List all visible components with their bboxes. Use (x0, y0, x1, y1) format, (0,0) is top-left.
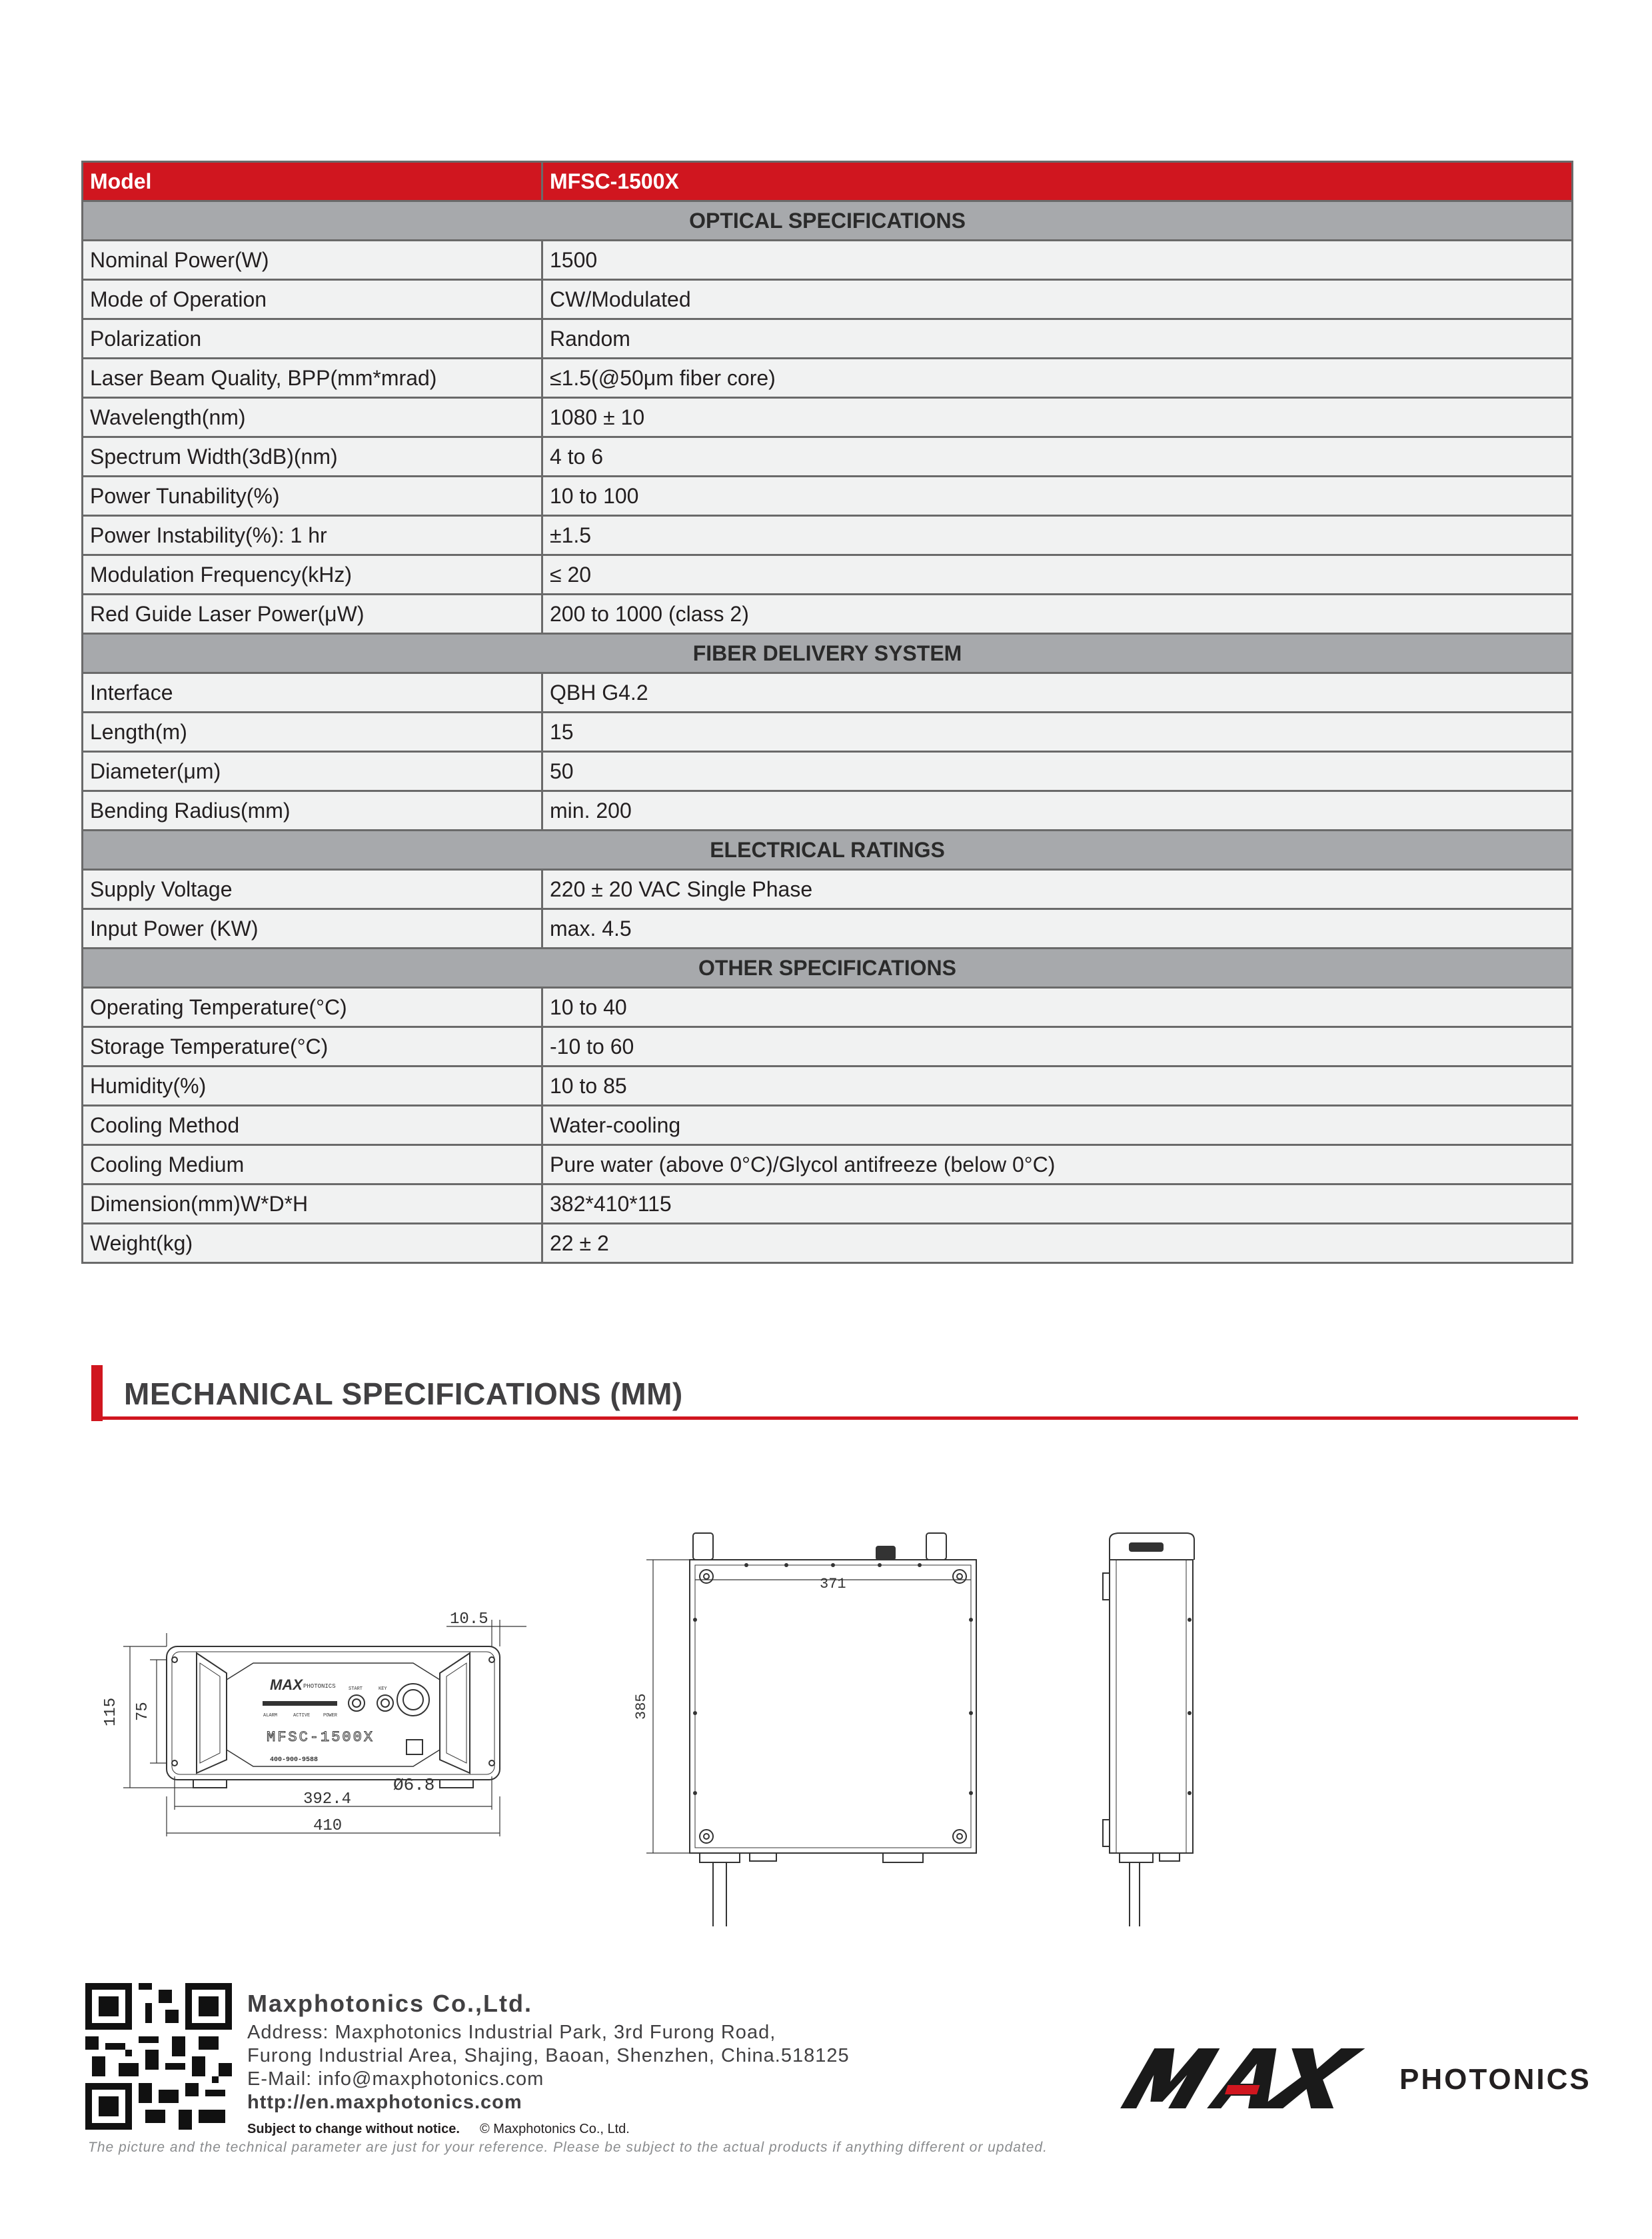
spec-value: ≤ 20 (542, 555, 1573, 595)
spec-label: Polarization (83, 319, 542, 359)
section-divider (91, 1416, 1578, 1420)
top-view-drawing (626, 1513, 986, 1926)
table-row (83, 791, 1573, 831)
panel-phone: 400-900-9588 (270, 1756, 319, 1764)
spec-value: 10 to 100 (542, 477, 1573, 516)
spec-value: Random (542, 319, 1573, 359)
table-row (83, 1027, 1573, 1067)
table-row (83, 319, 1573, 359)
panel-label-active: ACTIVE (293, 1713, 311, 1718)
model-label: Model (83, 162, 542, 201)
table-row (83, 1224, 1573, 1263)
spec-value: QBH G4.2 (542, 673, 1573, 713)
spec-label: Red Guide Laser Power(μW) (83, 595, 542, 634)
table-row (83, 398, 1573, 437)
spec-value: 22 ± 2 (542, 1224, 1573, 1263)
website-link[interactable]: http://en.maxphotonics.com (247, 2092, 522, 2113)
panel-label-alarm: ALARM (263, 1713, 278, 1718)
spec-value: Pure water (above 0°C)/Glycol antifreeze (below 0°C) (542, 1145, 1573, 1184)
email-text: E-Mail: info@maxphotonics.com (247, 2068, 544, 2090)
section-title: FIBER DELIVERY SYSTEM (83, 634, 1573, 673)
key-knob (377, 1695, 393, 1711)
spec-value: ±1.5 (542, 516, 1573, 555)
spec-label: Nominal Power(W) (83, 241, 542, 280)
table-row (83, 595, 1573, 634)
spec-value: ≤1.5(@50μm fiber core) (542, 359, 1573, 398)
spec-value: 382*410*115 (542, 1184, 1573, 1224)
spec-label: Spectrum Width(3dB)(nm) (83, 437, 542, 477)
panel-brand: PHOTONICS (303, 1683, 336, 1690)
spec-value: Water-cooling (542, 1106, 1573, 1145)
spec-label: Dimension(mm)W*D*H (83, 1184, 542, 1224)
spec-value: 10 to 40 (542, 988, 1573, 1027)
svg-text:MAX: MAX (270, 1676, 303, 1693)
copyright-text: © Maxphotonics Co., Ltd. (480, 2122, 630, 2136)
spec-label: Cooling Method (83, 1106, 542, 1145)
dim-top-depth: 385 (633, 1693, 650, 1720)
spec-label: Supply Voltage (83, 870, 542, 909)
address-line-2: Furong Industrial Area, Shajing, Baoan, Shenzhen, China.518125 (247, 2045, 850, 2066)
panel-label-start: START (349, 1686, 363, 1692)
spec-label: Humidity(%) (83, 1067, 542, 1106)
emergency-button (397, 1684, 429, 1716)
table-row (83, 359, 1573, 398)
top-outline (690, 1560, 976, 1853)
panel-label-power: POWER (323, 1713, 338, 1718)
spec-value: 4 to 6 (542, 437, 1573, 477)
section-header-row (83, 634, 1573, 673)
dim-height-inner: 75 (134, 1702, 152, 1721)
spec-label: Weight(kg) (83, 1224, 542, 1263)
spec-table (81, 161, 1573, 1264)
table-row (83, 988, 1573, 1027)
section-marker-bar (91, 1365, 103, 1421)
spec-label: Mode of Operation (83, 280, 542, 319)
spec-value: 220 ± 20 VAC Single Phase (542, 870, 1573, 909)
spec-value: 1500 (542, 241, 1573, 280)
front-view-drawing (100, 1606, 566, 1840)
table-row (83, 241, 1573, 280)
address-line-1: Address: Maxphotonics Industrial Park, 3rd Furong Road, (247, 2022, 776, 2043)
table-row (83, 673, 1573, 713)
change-notice: Subject to change without notice. (247, 2122, 460, 2136)
table-row (83, 752, 1573, 791)
spec-value: 1080 ± 10 (542, 398, 1573, 437)
disclaimer-text: The picture and the technical parameter are just for your reference. Please be subject to the actual products if anything different or updated. (88, 2140, 1048, 2155)
start-knob (349, 1695, 365, 1711)
dim-width-outer: 410 (313, 1817, 343, 1835)
spec-value: -10 to 60 (542, 1027, 1573, 1067)
spec-label: Modulation Frequency(kHz) (83, 555, 542, 595)
spec-label: Length(m) (83, 713, 542, 752)
section-title: OTHER SPECIFICATIONS (83, 949, 1573, 988)
spec-label: Power Tunability(%) (83, 477, 542, 516)
table-row (83, 713, 1573, 752)
section-header-row (83, 831, 1573, 870)
section-title: OPTICAL SPECIFICATIONS (83, 201, 1573, 241)
spec-label: Cooling Medium (83, 1145, 542, 1184)
table-row (83, 477, 1573, 516)
model-value: MFSC-1500X (542, 162, 1573, 201)
spec-value: CW/Modulated (542, 280, 1573, 319)
table-header-row (83, 162, 1573, 201)
table-row (83, 1106, 1573, 1145)
spec-label: Interface (83, 673, 542, 713)
side-view-drawing (1080, 1513, 1213, 1926)
section-title: ELECTRICAL RATINGS (83, 831, 1573, 870)
panel-label-key: KEY (379, 1686, 387, 1692)
table-row (83, 1145, 1573, 1184)
logo-subtext: PHOTONICS (1399, 2063, 1591, 2096)
section-header-row (83, 949, 1573, 988)
table-row (83, 280, 1573, 319)
table-row (83, 555, 1573, 595)
spec-label: Wavelength(nm) (83, 398, 542, 437)
side-outline (1110, 1560, 1193, 1853)
spec-label: Diameter(μm) (83, 752, 542, 791)
spec-label: Storage Temperature(°C) (83, 1027, 542, 1067)
spec-label: Operating Temperature(°C) (83, 988, 542, 1027)
dim-hole: Ø6.8 (393, 1775, 435, 1795)
table-row (83, 909, 1573, 949)
spec-label: Input Power (KW) (83, 909, 542, 949)
spec-value: max. 4.5 (542, 909, 1573, 949)
dim-width-inner: 392.4 (303, 1790, 352, 1808)
table-row (83, 1067, 1573, 1106)
qr-code (85, 1983, 232, 2130)
spec-value: min. 200 (542, 791, 1573, 831)
spec-value: 50 (542, 752, 1573, 791)
table-row (83, 870, 1573, 909)
spec-label: Laser Beam Quality, BPP(mm*mrad) (83, 359, 542, 398)
spec-value: 15 (542, 713, 1573, 752)
spec-label: Bending Radius(mm) (83, 791, 542, 831)
table-row (83, 437, 1573, 477)
max-logo (1114, 2045, 1394, 2112)
table-row (83, 516, 1573, 555)
spec-value: 200 to 1000 (class 2) (542, 595, 1573, 634)
section-header-row (83, 201, 1573, 241)
spec-value: 10 to 85 (542, 1067, 1573, 1106)
mechanical-section-title: MECHANICAL SPECIFICATIONS (MM) (124, 1376, 683, 1411)
dim-top-offset: 10.5 (450, 1610, 488, 1628)
spec-label: Power Instability(%): 1 hr (83, 516, 542, 555)
table-row (83, 1184, 1573, 1224)
dim-top-width: 371 (820, 1576, 846, 1592)
panel-model-text: MFSC-1500X (267, 1729, 375, 1746)
dim-height-outer: 115 (102, 1697, 120, 1726)
spec-table-body (83, 162, 1573, 1263)
company-name: Maxphotonics Co.,Ltd. (247, 1990, 532, 2017)
